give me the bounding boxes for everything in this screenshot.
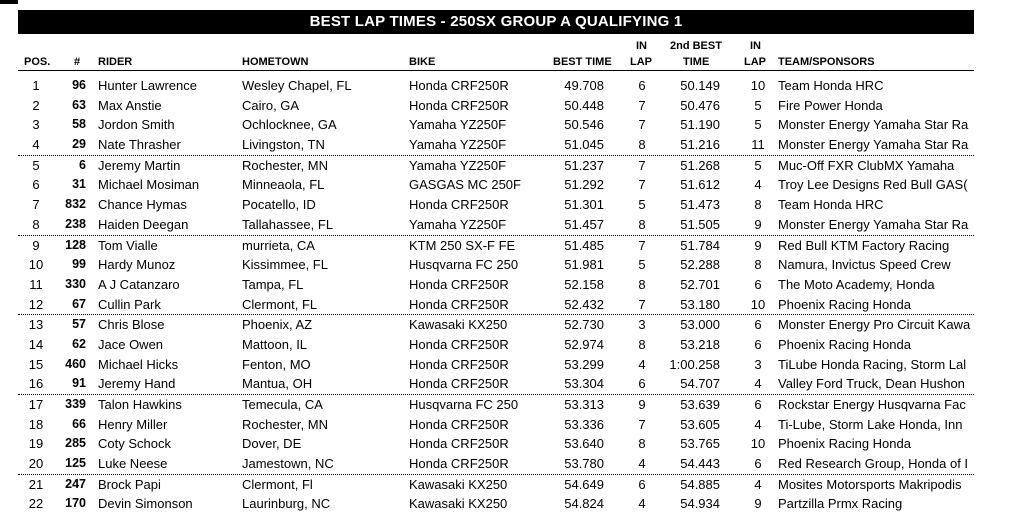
table-row [18,494,974,514]
pos-cell: 1 [32,78,40,93]
in-lap2-cell: 5 [754,97,762,113]
number-cell: 125 [65,456,86,471]
bike-cell: Honda CRF250R [409,296,509,312]
team-cell: Mosites Motorsports Makripodis [778,476,962,492]
best-time-cell: 52.432 [564,296,604,312]
header-hometown: HOMETOWN [242,56,309,68]
number-cell: 99 [72,257,86,272]
team-cell: Phoenix Racing Honda [778,296,911,312]
team-cell: Valley Ford Truck, Dean Hushon [778,376,965,392]
rider-cell: Jeremy Hand [98,376,176,392]
header-second-best-top: 2nd BEST [670,40,722,52]
header-in-lap-bottom: LAP [630,56,652,68]
pos-cell: 6 [32,177,40,193]
pos-cell: 16 [28,376,44,392]
pos-cell: 3 [32,117,40,133]
number-cell: 330 [65,276,86,291]
pos-cell: 8 [32,216,40,232]
results-table [18,76,974,514]
best-time-cell: 53.299 [564,356,604,372]
second-best-cell: 54.934 [680,496,720,512]
second-best-cell: 53.765 [680,436,720,452]
hometown-cell: Clermont, Fl [242,476,313,492]
in-lap2-cell: 9 [754,237,762,253]
pos-cell: 19 [28,436,44,452]
header-team: TEAM/SPONSORS [778,56,875,68]
pos-cell: 2 [32,97,40,113]
team-cell: Red Research Group, Honda of I [778,456,969,472]
bike-cell: Honda CRF250R [409,456,509,472]
second-best-cell: 51.268 [680,157,720,173]
number-cell: 29 [72,137,86,152]
best-time-cell: 51.981 [564,257,604,273]
in-lap2-cell: 4 [754,476,762,492]
hometown-cell: Livingston, TN [242,137,325,153]
in-lap-cell: 8 [638,336,646,352]
in-lap2-cell: 8 [754,257,762,273]
bike-cell: Honda CRF250R [409,336,509,352]
number-cell: 285 [65,436,86,451]
second-best-cell: 51.473 [680,197,720,213]
pos-cell: 11 [29,276,43,292]
hometown-cell: Tallahassee, FL [242,216,334,232]
table-row [18,135,974,156]
bike-cell: Honda CRF250R [409,197,509,213]
team-cell: Monster Energy Yamaha Star Ra [778,117,969,133]
rider-cell: Haiden Deegan [98,216,189,232]
hometown-cell: Minneaola, FL [242,177,325,193]
in-lap2-cell: 6 [754,276,762,292]
number-cell: 57 [72,317,86,332]
number-cell: 63 [72,97,86,112]
table-row [18,156,974,176]
table-row [18,215,974,236]
page-title: BEST LAP TIMES - 250SX GROUP A QUALIFYING 1 [18,10,974,34]
number-cell: 128 [65,237,86,252]
second-best-cell: 1:00.258 [669,356,720,372]
bike-cell: Honda CRF250R [409,416,509,432]
corner-mark [0,0,18,4]
in-lap-cell: 7 [638,97,646,113]
table-row [18,475,974,495]
bike-cell: Honda CRF250R [409,276,509,292]
second-best-cell: 54.885 [680,476,720,492]
table-row [18,76,974,96]
bike-cell: Honda CRF250R [409,97,509,113]
in-lap-cell: 7 [638,296,646,312]
table-row [18,355,974,375]
rider-cell: Michael Mosiman [98,177,200,193]
bike-cell: Honda CRF250R [409,356,509,372]
hometown-cell: Mattoon, IL [242,336,308,352]
in-lap2-cell: 4 [754,177,762,193]
best-time-cell: 53.780 [564,456,604,472]
hometown-cell: Laurinburg, NC [242,496,331,512]
table-row [18,434,974,454]
team-cell: Red Bull KTM Factory Racing [778,237,950,253]
team-cell: Ti-Lube, Storm Lake Honda, Inn [778,416,963,432]
bike-cell: Husqvarna FC 250 [409,397,519,412]
number-cell: 91 [72,376,86,391]
in-lap-cell: 8 [638,276,646,292]
second-best-cell: 52.701 [680,276,720,292]
bike-cell: Honda CRF250R [409,436,509,452]
header-in-lap2-top: IN [750,40,761,52]
best-time-cell: 52.730 [564,317,604,333]
table-row [18,315,974,335]
pos-cell: 4 [32,137,40,153]
table-row [18,236,974,256]
in-lap-cell: 4 [638,356,646,372]
header-rider: RIDER [98,56,133,68]
hometown-cell: Rochester, MN [242,416,328,432]
table-header [18,36,974,71]
team-cell: Muc-Off FXR ClubMX Yamaha [778,157,955,173]
number-cell: 170 [65,496,86,511]
best-time-cell: 51.301 [564,197,604,213]
in-lap-cell: 4 [638,496,646,512]
rider-cell: Hardy Munoz [98,257,176,273]
in-lap-cell: 3 [638,317,646,333]
header-in-lap2-bottom: LAP [744,56,766,68]
bike-cell: Kawasaki KX250 [409,317,508,333]
hometown-cell: Phoenix, AZ [242,317,313,333]
pos-cell: 5 [32,157,40,173]
rider-cell: Luke Neese [98,456,168,472]
rider-cell: Devin Simonson [98,496,193,512]
team-cell: Team Honda HRC [778,197,884,213]
in-lap-cell: 4 [638,456,646,472]
best-time-cell: 51.237 [564,157,604,173]
second-best-cell: 53.218 [680,336,720,352]
number-cell: 62 [72,336,86,351]
best-time-cell: 51.457 [564,216,604,232]
pos-cell: 17 [28,397,44,412]
table-row [18,175,974,195]
in-lap2-cell: 11 [751,137,765,153]
in-lap-cell: 8 [638,137,646,153]
team-cell: Monster Energy Yamaha Star Ra [778,137,969,153]
second-best-cell: 54.443 [680,456,720,472]
pos-cell: 13 [28,317,44,333]
rider-cell: Chance Hymas [98,197,187,213]
table-row [18,275,974,295]
team-cell: Monster Energy Yamaha Star Ra [778,216,969,232]
hometown-cell: Clermont, FL [242,296,318,312]
second-best-cell: 50.476 [680,97,720,113]
rider-cell: Nate Thrasher [98,137,181,153]
bike-cell: KTM 250 SX-F FE [409,237,516,253]
rider-cell: Talon Hawkins [98,397,182,412]
in-lap-cell: 7 [638,177,646,193]
team-cell: Partzilla Prmx Racing [778,496,903,512]
header-second-best-bottom: TIME [683,56,710,68]
number-cell: 832 [65,197,86,212]
best-time-cell: 49.708 [564,78,604,93]
best-time-cell: 53.336 [564,416,604,432]
rider-cell: Chris Blose [98,317,165,333]
team-cell: Team Honda HRC [778,78,884,93]
in-lap2-cell: 8 [754,197,762,213]
team-cell: Monster Energy Pro Circuit Kawa [778,317,971,333]
hometown-cell: Cairo, GA [242,97,300,113]
bike-cell: Yamaha YZ250F [409,117,507,133]
rider-cell: Cullin Park [98,296,161,312]
hometown-cell: Ochlocknee, GA [242,117,337,133]
in-lap2-cell: 6 [754,317,762,333]
header-num: # [74,56,81,68]
best-time-cell: 50.546 [564,117,604,133]
number-cell: 460 [65,356,86,371]
team-cell: Fire Power Honda [778,97,883,113]
bike-cell: Husqvarna FC 250 [409,257,519,273]
second-best-cell: 53.180 [680,296,720,312]
best-time-cell: 51.485 [564,237,604,253]
number-cell: 238 [65,216,86,231]
rider-cell: Tom Vialle [98,237,158,253]
rider-cell: Brock Papi [98,476,161,492]
second-best-cell: 51.784 [680,237,720,253]
hometown-cell: Dover, DE [242,436,302,452]
team-cell: The Moto Academy, Honda [778,276,935,292]
pos-cell: 15 [28,356,44,372]
table-row [18,295,974,316]
hometown-cell: Temecula, CA [242,397,323,412]
hometown-cell: Jamestown, NC [242,456,334,472]
pos-cell: 12 [28,296,44,312]
in-lap2-cell: 5 [754,117,762,133]
best-time-cell: 51.292 [564,177,604,193]
second-best-cell: 53.639 [680,397,720,412]
team-cell: Rockstar Energy Husqvarna Fac [778,397,966,412]
number-cell: 66 [72,416,86,431]
best-time-cell: 54.649 [564,476,604,492]
second-best-cell: 53.000 [680,317,720,333]
hometown-cell: Tampa, FL [242,276,304,292]
second-best-cell: 50.149 [680,78,720,93]
in-lap2-cell: 9 [754,216,762,232]
table-row [18,415,974,435]
number-cell: 58 [72,117,86,132]
in-lap-cell: 9 [638,397,646,412]
in-lap-cell: 6 [638,476,646,492]
hometown-cell: Pocatello, ID [242,197,316,213]
in-lap2-cell: 10 [750,78,766,93]
table-row [18,96,974,116]
bike-cell: Honda CRF250R [409,78,509,93]
team-cell: Phoenix Racing Honda [778,336,911,352]
pos-cell: 7 [32,197,40,213]
in-lap2-cell: 10 [750,296,766,312]
pos-cell: 20 [28,456,44,472]
rider-cell: Michael Hicks [98,356,179,372]
hometown-cell: Kissimmee, FL [242,257,328,273]
in-lap2-cell: 6 [754,336,762,352]
in-lap-cell: 6 [638,376,646,392]
best-time-cell: 53.313 [564,397,604,412]
in-lap-cell: 5 [638,197,646,213]
in-lap-cell: 8 [638,216,646,232]
second-best-cell: 51.216 [680,137,720,153]
bike-cell: Honda CRF250R [409,376,509,392]
number-cell: 31 [72,177,86,192]
best-time-cell: 53.640 [564,436,604,452]
team-cell: Namura, Invictus Speed Crew [778,257,951,273]
in-lap2-cell: 5 [754,157,762,173]
table-row [18,115,974,135]
pos-cell: 22 [28,496,44,512]
in-lap2-cell: 4 [754,376,762,392]
number-cell: 67 [72,296,86,311]
best-time-cell: 53.304 [564,376,604,392]
second-best-cell: 51.612 [680,177,720,193]
in-lap-cell: 8 [638,436,646,452]
table-row [18,195,974,215]
second-best-cell: 51.505 [680,216,720,232]
table-row [18,395,974,415]
header-best-time: BEST TIME [553,56,612,68]
bike-cell: GASGAS MC 250F [409,177,521,193]
in-lap2-cell: 9 [754,496,762,512]
hometown-cell: Wesley Chapel, FL [242,78,352,93]
best-time-cell: 54.824 [564,496,604,512]
in-lap-cell: 7 [638,117,646,133]
best-time-cell: 51.045 [564,137,604,153]
best-time-cell: 50.448 [564,97,604,113]
second-best-cell: 54.707 [680,376,720,392]
pos-cell: 10 [28,257,44,273]
bike-cell: Yamaha YZ250F [409,157,507,173]
rider-cell: Jordon Smith [98,117,175,133]
table-row [18,255,974,275]
hometown-cell: Fenton, MO [242,356,311,372]
in-lap-cell: 7 [638,157,646,173]
team-cell: TiLube Honda Racing, Storm Lal [778,356,967,372]
pos-cell: 9 [32,237,40,253]
hometown-cell: Mantua, OH [242,376,313,392]
number-cell: 96 [72,78,86,92]
number-cell: 6 [79,157,86,172]
in-lap-cell: 6 [638,78,646,93]
hometown-cell: Rochester, MN [242,157,328,173]
in-lap2-cell: 6 [754,456,762,472]
header-in-lap-top: IN [636,40,647,52]
header-pos: POS. [24,56,51,68]
rider-cell: A J Catanzaro [98,276,180,292]
pos-cell: 21 [28,476,44,492]
in-lap2-cell: 6 [754,397,762,412]
second-best-cell: 52.288 [680,257,720,273]
header-bike: BIKE [409,56,436,68]
second-best-cell: 51.190 [680,117,720,133]
pos-cell: 18 [28,416,44,432]
in-lap-cell: 7 [638,237,646,253]
rider-cell: Hunter Lawrence [98,78,197,93]
bike-cell: Kawasaki KX250 [409,496,508,512]
number-cell: 339 [65,397,86,411]
in-lap-cell: 7 [638,416,646,432]
second-best-cell: 53.605 [680,416,720,432]
rider-cell: Max Anstie [98,97,162,113]
table-row [18,335,974,355]
bike-cell: Yamaha YZ250F [409,137,507,153]
in-lap2-cell: 4 [754,416,762,432]
in-lap2-cell: 3 [754,356,762,372]
rider-cell: Coty Schock [98,436,171,452]
table-row [18,454,974,475]
hometown-cell: murrieta, CA [242,237,315,253]
best-time-cell: 52.974 [564,336,604,352]
table-row [18,374,974,395]
rider-cell: Jace Owen [98,336,164,352]
best-time-cell: 52.158 [564,276,604,292]
in-lap2-cell: 10 [750,436,766,452]
bike-cell: Yamaha YZ250F [409,216,507,232]
pos-cell: 14 [28,336,44,352]
number-cell: 247 [65,476,86,491]
in-lap-cell: 5 [638,257,646,273]
bike-cell: Kawasaki KX250 [409,476,508,492]
rider-cell: Henry Miller [98,416,168,432]
team-cell: Troy Lee Designs Red Bull GAS( [778,177,968,193]
team-cell: Phoenix Racing Honda [778,436,911,452]
rider-cell: Jeremy Martin [98,157,181,173]
